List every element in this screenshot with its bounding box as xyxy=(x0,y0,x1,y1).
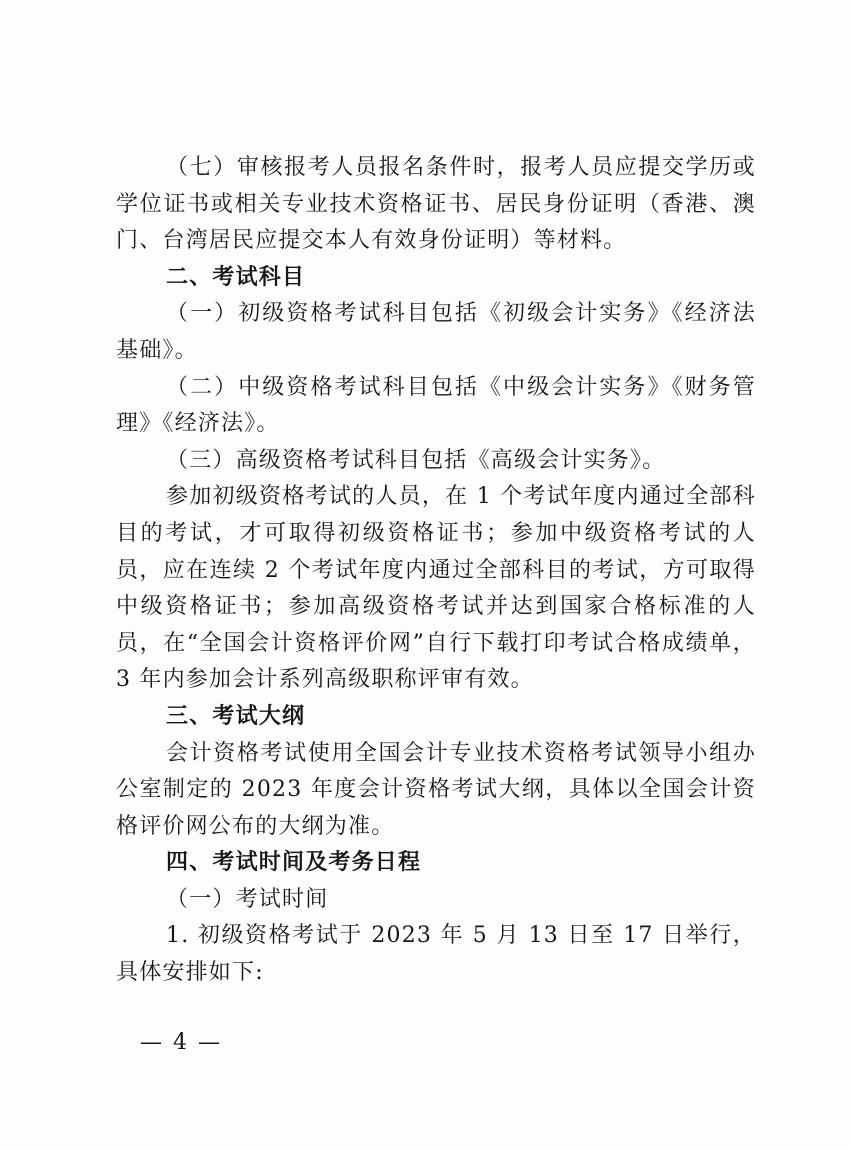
heading-exam-schedule: 四、考试时间及考务日程 xyxy=(166,850,422,876)
heading-exam-syllabus: 三、考试大纲 xyxy=(166,703,306,729)
page-number: — 4 — xyxy=(140,1030,222,1055)
paragraph-syllabus: 会计资格考试使用全国会计专业技术资格考试领导小组办公室制定的 2023 年度会计资格考试大纲，具体以全国会计资格评价网公布的大纲为准。 xyxy=(116,740,756,839)
paragraph-junior-exam-date: 1. 初级资格考试于 2023 年 5 月 13 日至 17 日举行，具体安排如下: xyxy=(116,923,756,986)
paragraph-senior-subjects: （三）高级资格考试科目包括《高级会计实务》。 xyxy=(166,447,666,473)
paragraph-certificate-rules: 参加初级资格考试的人员，在 1 个考试年度内通过全部科目的考试，才可取得初级资格证书；参加中级资格考试的人员，应在连续 2 个考试年度内通过全部科目的考试，方可取得中级资格证书；参加高级资格考试并达到国家合格标准的人员，在“全国会计资格评价网”自行下载打印考试合格成绩单，3 年内参加会计系列高级职称评审有效。 xyxy=(116,484,756,693)
paragraph-exam-time: （一）考试时间 xyxy=(166,886,329,912)
paragraph-junior-subjects: （一）初级资格考试科目包括《初级会计实务》《经济法基础》。 xyxy=(116,301,756,363)
paragraph-intermediate-subjects: （二）中级资格考试科目包括《中级会计实务》《财务管理》《经济法》。 xyxy=(116,374,756,437)
paragraph-review-materials: （七）审核报考人员报名条件时，报考人员应提交学历或学位证书或相关专业技术资格证书、居民身份证明（香港、澳门、台湾居民应提交本人有效身份证明）等材料。 xyxy=(116,155,756,254)
document-body xyxy=(116,150,756,992)
heading-exam-subjects: 二、考试科目 xyxy=(166,264,306,290)
